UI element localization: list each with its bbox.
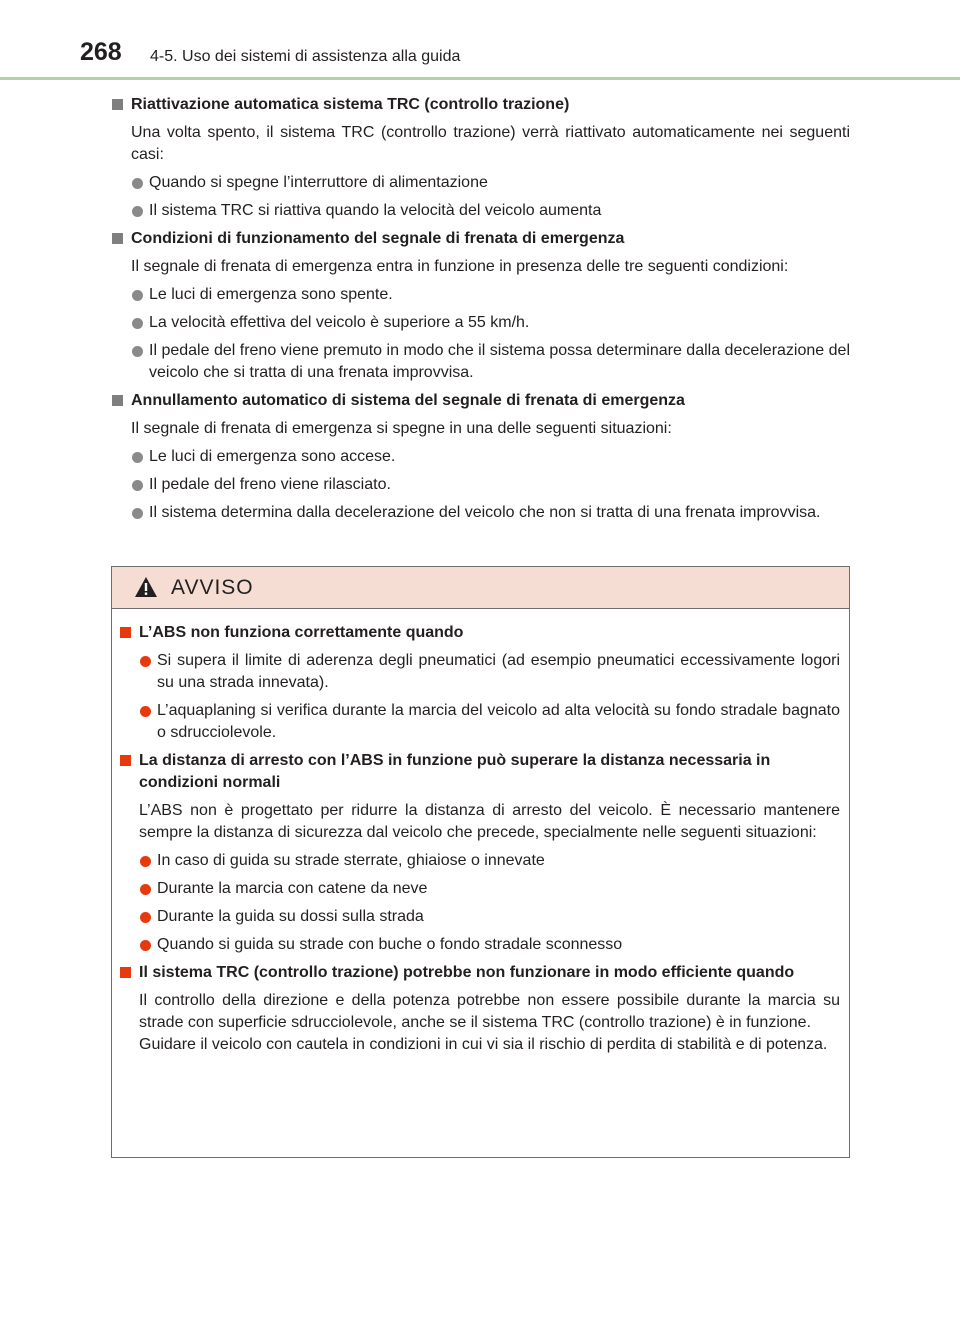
round-bullet-icon (132, 206, 143, 217)
list-item: Le luci di emergenza sono accese. (110, 446, 850, 468)
round-bullet-icon (132, 452, 143, 463)
square-bullet-icon (120, 967, 131, 978)
section-text: Una volta spento, il sistema TRC (controllo trazione) verrà riattivato automaticamente nei seguenti casi: (131, 124, 850, 163)
warning-header (112, 567, 849, 609)
round-bullet-icon (132, 290, 143, 301)
round-bullet-icon (140, 912, 151, 923)
warning-box (111, 566, 850, 1158)
section-heading: Condizioni di funzionamento del segnale di frenata di emergenza (110, 228, 850, 250)
warning-triangle-icon (134, 576, 158, 598)
page-header (0, 0, 960, 80)
square-bullet-icon (112, 395, 123, 406)
section-trc-reactivation (110, 94, 850, 222)
round-bullet-icon (132, 178, 143, 189)
page-number: 268 (80, 38, 122, 66)
list-item: L’aquaplaning si verifica durante la marcia del veicolo ad alta velocità su fondo stradale bagnato o sdrucciolevole. (118, 700, 840, 744)
warning-title: AVVISO (171, 576, 254, 599)
section-text: Il segnale di frenata di emergenza entra in funzione in presenza delle tre seguenti condizioni: (131, 258, 789, 275)
list-item: Il sistema TRC si riattiva quando la velocità del veicolo aumenta (110, 200, 850, 222)
square-bullet-icon (112, 99, 123, 110)
section-emergency-brake-signal-cancel (110, 390, 850, 524)
warning-heading: L’ABS non funziona correttamente quando (118, 622, 840, 644)
section-text: Il segnale di frenata di emergenza si spegne in una delle seguenti situazioni: (131, 420, 672, 437)
section-title: 4-5. Uso dei sistemi di assistenza alla guida (150, 48, 461, 65)
round-bullet-icon (140, 856, 151, 867)
round-bullet-icon (140, 884, 151, 895)
warning-heading: Il sistema TRC (controllo trazione) potrebbe non funzionare in modo efficiente quando (118, 962, 840, 984)
warning-text: Il controllo della direzione e della potenza potrebbe non essere possibile durante la marcia su strade con superficie sdrucciolevole, anche se il sistema TRC (controllo trazione) è in funzione. (139, 992, 840, 1031)
list-item: Quando si guida su strade con buche o fondo stradale sconnesso (118, 934, 840, 956)
round-bullet-icon (132, 346, 143, 357)
round-bullet-icon (140, 706, 151, 717)
square-bullet-icon (120, 627, 131, 638)
round-bullet-icon (132, 508, 143, 519)
round-bullet-icon (140, 940, 151, 951)
list-item: Si supera il limite di aderenza degli pneumatici (ad esempio pneumatici eccessivamente logori su una strada innevata). (118, 650, 840, 694)
list-item: Durante la marcia con catene da neve (118, 878, 840, 900)
list-item: Quando si spegne l’interruttore di alimentazione (110, 172, 850, 194)
list-item: Durante la guida su dossi sulla strada (118, 906, 840, 928)
list-item: In caso di guida su strade sterrate, ghiaiose o innevate (118, 850, 840, 872)
list-item: Le luci di emergenza sono spente. (110, 284, 850, 306)
square-bullet-icon (112, 233, 123, 244)
round-bullet-icon (140, 656, 151, 667)
square-bullet-icon (120, 755, 131, 766)
round-bullet-icon (132, 480, 143, 491)
header-divider (0, 77, 960, 80)
warning-text: Guidare il veicolo con cautela in condizioni in cui vi sia il rischio di perdita di stabilità e di potenza. (139, 1036, 828, 1053)
list-item: La velocità effettiva del veicolo è superiore a 55 km/h. (110, 312, 850, 334)
warning-text: L’ABS non è progettato per ridurre la distanza di arresto del veicolo. È necessario mantenere sempre la distanza di sicurezza dal veicolo che precede, specialmente nelle seguenti situazioni: (139, 802, 840, 841)
list-item: Il pedale del freno viene premuto in modo che il sistema possa determinare dalla decelerazione del veicolo che si tratta di una frenata improvvisa. (110, 340, 850, 384)
section-heading: Annullamento automatico di sistema del segnale di frenata di emergenza (110, 390, 850, 412)
list-item: Il sistema determina dalla decelerazione del veicolo che non si tratta di una frenata improvvisa. (110, 502, 850, 524)
round-bullet-icon (132, 318, 143, 329)
section-heading: Riattivazione automatica sistema TRC (controllo trazione) (110, 94, 850, 116)
main-content (110, 94, 850, 524)
section-emergency-brake-signal-conditions (110, 228, 850, 384)
warning-heading: La distanza di arresto con l’ABS in funzione può superare la distanza necessaria in condizioni normali (118, 750, 840, 794)
list-item: Il pedale del freno viene rilasciato. (110, 474, 850, 496)
warning-body (118, 622, 840, 1056)
